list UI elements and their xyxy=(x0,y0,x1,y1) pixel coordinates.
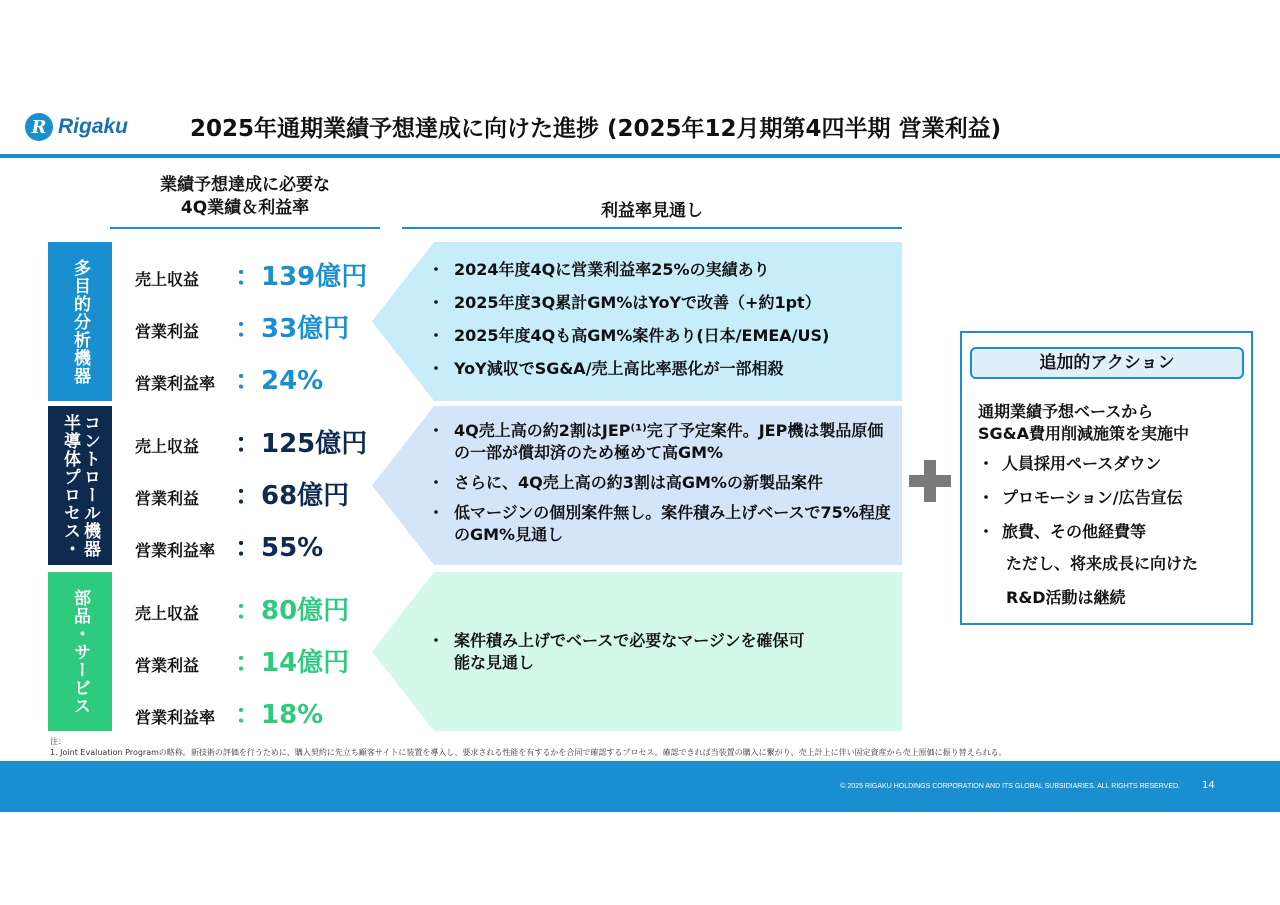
action-item: ・ プロモーション/広告宣伝 xyxy=(978,487,1245,509)
column-header-required-line1: 業績予想達成に必要な xyxy=(160,175,330,195)
column-header-required-line2: 4Q業績＆利益率 xyxy=(180,198,310,218)
actions-intro-line2: SG&A費用削減施策を実施中 xyxy=(978,424,1189,443)
metric-value: ：80億円 xyxy=(235,596,350,626)
action-item: ・ 旅費、その他経費等 xyxy=(978,521,1245,543)
title-divider xyxy=(0,154,1280,158)
outlook-panel-multipurpose xyxy=(372,242,902,401)
metric-value: ：18% xyxy=(235,700,324,730)
actions-intro-line1: 通期業績予想ベースから xyxy=(978,402,1154,421)
metric-row-revenue xyxy=(135,256,367,293)
outlook-bullet: ・ さらに、4Q売上高の約3割は高GM%の新製品案件 xyxy=(434,472,892,494)
actions-note xyxy=(978,547,1245,615)
column-header-required-results xyxy=(110,174,380,220)
segment-label-multipurpose xyxy=(48,242,112,401)
segment-name-parts-service: 部品・サービス xyxy=(70,588,90,715)
outlook-bullet: ・ 案件積み上げでベースで必要なマージンを確保可能な見通し xyxy=(434,630,812,674)
outlook-bullets xyxy=(434,630,812,674)
plus-icon xyxy=(909,460,951,502)
metric-value: ：55% xyxy=(235,533,324,563)
outlook-bullet: ・ 2025年度4Qも高GM%案件あり(日本/EMEA/US) xyxy=(434,325,892,347)
segment-label-semiconductor xyxy=(48,406,112,565)
outlook-bullet: ・ 4Q売上高の約2割はJEP⁽¹⁾完了予定案件。JEP機は製品原価の一部が償却済のため極めて高GM% xyxy=(434,420,892,464)
footnote-text: 1. Joint Evaluation Programの略称。新技術の評価を行うために、購入契約に先立ち顧客サイトに装置を導入し、要求される性能を有するかを合同で確認するプロセス。確認できれば当装置の購入に繋がり、売上計上に伴い固定資産から売上原価に振り替えられる。 xyxy=(50,748,1007,757)
metric-label: 営業利益 xyxy=(135,489,200,508)
outlook-bullet: ・ 2025年度3Q累計GM%はYoYで改善（+約1pt） xyxy=(434,292,892,314)
actions-list xyxy=(978,453,1245,543)
column-header-margin-outlook: 利益率見通し xyxy=(601,201,703,221)
segment-name-multipurpose: 多目的分析機器 xyxy=(70,258,90,385)
outlook-panel-parts-service xyxy=(372,572,902,731)
actions-note-line2: R&D活動は継続 xyxy=(1006,588,1126,607)
outlook-panel-semiconductor xyxy=(372,406,902,565)
segment-name-semiconductor-line1: 半導体プロセス・ xyxy=(60,413,80,558)
metric-value: ：24% xyxy=(235,366,324,396)
metric-label: 営業利益率 xyxy=(135,708,216,727)
outlook-bullet: ・ 低マージンの個別案件無し。案件積み上げベースで75%程度のGM%見通し xyxy=(434,502,892,546)
rigaku-logo-mark: R xyxy=(25,113,53,141)
outlook-bullet: ・ YoY減収でSG&A/売上高比率悪化が一部相殺 xyxy=(434,358,892,380)
metric-value: ：125億円 xyxy=(235,429,368,459)
metric-value: ：68億円 xyxy=(235,481,350,511)
footnote xyxy=(50,736,1007,758)
page-title: 2025年通期業績予想達成に向けた進捗 (2025年12月期第4四半期 営業利益) xyxy=(190,116,1002,142)
metric-row-operating-margin xyxy=(135,360,323,397)
metric-row-revenue xyxy=(135,590,349,627)
metric-value: ：33億円 xyxy=(235,314,350,344)
metric-value: ：14億円 xyxy=(235,648,350,678)
actions-note-line1: ただし、将来成長に向けた xyxy=(1006,554,1199,573)
metric-label: 営業利益 xyxy=(135,656,200,675)
metric-row-operating-profit xyxy=(135,308,349,345)
additional-actions-body xyxy=(978,401,1245,615)
outlook-bullet: ・ 2024年度4Qに営業利益率25%の実績あり xyxy=(434,259,892,281)
action-item: ・ 人員採用ペースダウン xyxy=(978,453,1245,475)
metric-label: 営業利益率 xyxy=(135,374,216,393)
footnote-label: 注： xyxy=(50,737,66,746)
metric-label: 営業利益 xyxy=(135,322,200,341)
copyright-text: © 2025 RIGAKU HOLDINGS CORPORATION AND ITS GLOBAL SUBSIDIARIES. ALL RIGHTS RESERVED. xyxy=(840,783,1180,790)
column-header-divider-left xyxy=(110,227,380,229)
outlook-bullets xyxy=(434,420,892,546)
additional-actions-box xyxy=(960,331,1253,625)
metric-label: 営業利益率 xyxy=(135,541,216,560)
metric-label: 売上収益 xyxy=(135,437,200,456)
segment-label-parts-service xyxy=(48,572,112,731)
page-number: 14 xyxy=(1202,780,1215,791)
metric-row-operating-margin xyxy=(135,527,323,564)
metric-row-operating-profit xyxy=(135,642,349,679)
segment-name-semiconductor-line2: コントロール機器 xyxy=(80,413,100,558)
metric-row-revenue xyxy=(135,423,367,460)
metric-row-operating-profit xyxy=(135,475,349,512)
rigaku-logo xyxy=(25,112,128,142)
metric-label: 売上収益 xyxy=(135,604,200,623)
outlook-bullets xyxy=(434,259,892,380)
metric-label: 売上収益 xyxy=(135,270,200,289)
additional-actions-title: 追加的アクション xyxy=(970,347,1244,379)
metric-row-operating-margin xyxy=(135,694,323,731)
rigaku-logo-text: Rigaku xyxy=(58,115,129,138)
column-header-divider-right xyxy=(402,227,902,229)
metric-value: ：139億円 xyxy=(235,262,368,292)
